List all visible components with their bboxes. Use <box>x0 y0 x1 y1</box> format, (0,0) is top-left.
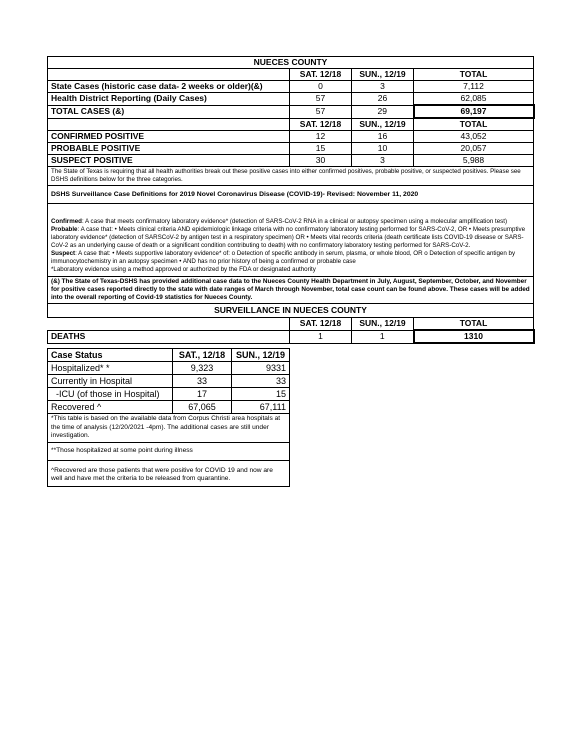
col-sun-header: SUN., 12/19 <box>352 318 414 331</box>
deaths-total: 1310 <box>414 330 534 343</box>
total-value: 20,057 <box>414 143 534 155</box>
deaths-sat: 1 <box>290 330 352 343</box>
sat-value: 57 <box>290 93 352 106</box>
sun-value: 67,111 <box>232 401 290 414</box>
total-value: 62,085 <box>414 93 534 106</box>
col-sun-header: SUN., 12/19 <box>352 118 414 131</box>
table-row <box>48 401 290 414</box>
table-row <box>48 105 534 118</box>
table-row <box>48 155 534 167</box>
report-sheet <box>47 56 533 487</box>
footnote-hospitalized: **Those hospitalized at some point during illness <box>48 442 290 460</box>
deaths-label: DEATHS <box>48 330 290 343</box>
sun-value: 10 <box>352 143 414 155</box>
sun-value: 26 <box>352 93 414 106</box>
lab-evidence-note: *Laboratory evidence using a method approved or authorized by the FDA or designated authority <box>51 266 316 273</box>
row-label: Recovered ^ <box>48 401 173 414</box>
sat-value: 17 <box>173 388 232 401</box>
sun-value: 9331 <box>232 362 290 375</box>
surveillance-title: SURVEILLANCE IN NUECES COUNTY <box>48 304 534 318</box>
col-sat-header: SAT. 12/18 <box>290 69 352 81</box>
blank-cell <box>48 318 290 331</box>
sat-value: 57 <box>290 105 352 118</box>
sat-value: 15 <box>290 143 352 155</box>
table-row <box>48 131 534 143</box>
row-label: State Cases (historic case data- 2 weeks or older)(&) <box>48 81 290 93</box>
sun-value: 33 <box>232 375 290 388</box>
table-row <box>48 143 534 155</box>
case-status-table <box>47 348 290 487</box>
sun-value: 15 <box>232 388 290 401</box>
deaths-row <box>48 330 534 343</box>
table-row <box>48 81 534 93</box>
total-value: 5,988 <box>414 155 534 167</box>
page-title: NUECES COUNTY <box>48 57 534 69</box>
row-label: Health District Reporting (Daily Cases) <box>48 93 290 106</box>
col-total-header: TOTAL <box>414 318 534 331</box>
col-total-header: TOTAL <box>414 118 534 131</box>
row-label: TOTAL CASES (&) <box>48 105 290 118</box>
total-value: 43,052 <box>414 131 534 143</box>
table-row <box>48 388 290 401</box>
state-note: The State of Texas is requiring that all health authorities break out these positive cases into either confirmed positives, probable positive, or suspected positives. Please see DSHS definitions below for the three categories. <box>48 167 534 186</box>
col-total-header: TOTAL <box>414 69 534 81</box>
status-sat-header: SAT., 12/18 <box>173 349 232 362</box>
row-label: Hospitalized* * <box>48 362 173 375</box>
county-cases-table <box>47 56 535 344</box>
sat-value: 67,065 <box>173 401 232 414</box>
sun-value: 29 <box>352 105 414 118</box>
status-sun-header: SUN., 12/19 <box>232 349 290 362</box>
sun-value: 16 <box>352 131 414 143</box>
col-sat-header: SAT. 12/18 <box>290 318 352 331</box>
sun-value: 3 <box>352 155 414 167</box>
sat-value: 9,323 <box>173 362 232 375</box>
definitions-block <box>48 204 534 277</box>
col-sat-header: SAT. 12/18 <box>290 118 352 131</box>
sat-value: 12 <box>290 131 352 143</box>
definition-probable: Probable: A case that: • Meets clinical criteria AND epidemiologic linkage criteria with no confirmatory laboratory testing performed for SARS-CoV-2, OR • Meets presumptive laboratory evidence* (detection of SARSCoV-2 by antigen test in a respiratory specimen) OR • Meets vital records criteria (death certificate lists COVID-19 disease or SARS-CoV-2 as an underlying cause of death or a significant condition contributing to death) with no confirmatory laboratory testing performed for SARS-CoV-2. <box>51 226 526 249</box>
definition-confirmed: Confirmed: A case that meets confirmatory laboratory evidence* (detection of SARS-CoV-2 RNA in a clinical or autopsy specimen using a molecular amplification test) <box>51 218 508 225</box>
footnote-hospital-data: *This table is based on the available data from Corpus Christi area hospitals at the time of analysis (12/20/2021 -4pm). The additional cases are still under investigation. <box>48 414 290 443</box>
sat-value: 30 <box>290 155 352 167</box>
row-label: PROBABLE POSITIVE <box>48 143 290 155</box>
row-label: SUSPECT POSITIVE <box>48 155 290 167</box>
blank-cell <box>48 118 290 131</box>
definition-suspect: Suspect: A case that: • Meets supportive laboratory evidence* of: o Detection of specific antibody in serum, plasma, or whole blood, OR o Detection of specific antigen by immunocytochemistry in an autopsy specimen • AND has no prior history of being a confirmed or probable case <box>51 250 516 265</box>
row-label: -ICU (of those in Hospital) <box>48 388 173 401</box>
table-row <box>48 362 290 375</box>
row-label: Currently in Hospital <box>48 375 173 388</box>
blank-cell <box>48 69 290 81</box>
case-status-header: Case Status <box>48 349 173 362</box>
definitions-title: DSHS Surveillance Case Definitions for 2019 Novel Coronavirus Disease (COVID-19)- Revised: November 11, 2020 <box>48 186 534 204</box>
table-row <box>48 93 534 106</box>
sun-value: 3 <box>352 81 414 93</box>
total-value: 7,112 <box>414 81 534 93</box>
total-cases-value: 69,197 <box>414 105 534 118</box>
row-label: CONFIRMED POSITIVE <box>48 131 290 143</box>
table-row <box>48 375 290 388</box>
col-sun-header: SUN., 12/19 <box>352 69 414 81</box>
sat-value: 0 <box>290 81 352 93</box>
state-data-note: (&) The State of Texas-DSHS has provided additional case data to the Nueces County Health Department in July, August, September, October, and November for positive cases reported directly to the state with date ranges of March through November, total case count can be found above. These cases will be added into the overall reporting of Covid-19 statistics for Nueces County. <box>48 277 534 304</box>
sat-value: 33 <box>173 375 232 388</box>
footnote-recovered: ^Recovered are those patients that were positive for COVID 19 and now are well and have met the criteria to be released from quarantine. <box>48 460 290 486</box>
deaths-sun: 1 <box>352 330 414 343</box>
